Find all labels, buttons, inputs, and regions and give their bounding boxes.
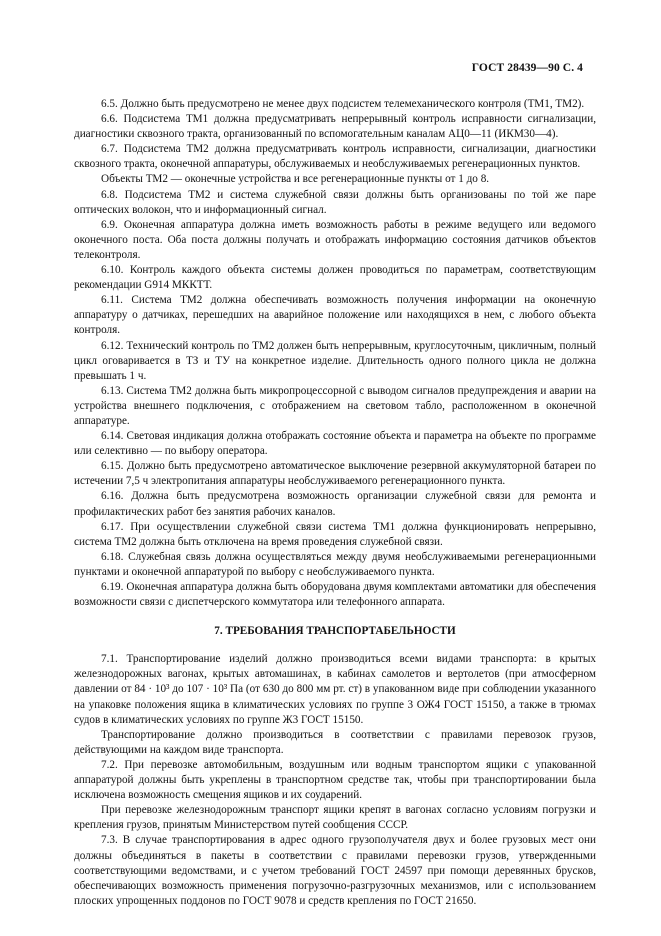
paragraph-transport-rules: Транспортирование должно производиться в соответствии с правилами перевозок грузов, действующими на каждом виде транспорта. [74, 728, 596, 756]
paragraph-6-9: 6.9. Оконечная аппаратура должна иметь возможность работы в режиме ведущего или ведомого оконечного поста. Оба поста должны получать и отображать информацию состояния датчиков объектов телеконтроля. [74, 218, 596, 261]
paragraph-6-6: 6.6. Подсистема ТМ1 должна предусматривать непрерывный контроль исправности сигнализации, диагностики сквозного тракта, организованный по вспомогательным каналам АЦ0—11 (ИКМ30—4). [74, 113, 596, 141]
paragraph-6-14: 6.14. Световая индикация должна отображать состояние объекта и параметра на объекте по программе или селективно — по выбору оператора. [74, 430, 596, 458]
paragraph-6-16: 6.16. Должна быть предусмотрена возможность организации служебной связи для ремонта и профилактических работ без занятия рабочих каналов. [74, 490, 596, 518]
paragraph-6-11: 6.11. Система ТМ2 должна обеспечивать возможность получения информации на оконечную аппаратуру о датчиках, перешедших на аварийное положение или находящихся в нем, с любого объекта контроля. [74, 294, 596, 337]
paragraph-railway: При перевозке железнодорожным транспорт ящики крепят в вагонах согласно условиям погрузки и крепления грузов, принятым Министерством путей сообщения СССР. [74, 804, 596, 832]
paragraph-objects-tm2: Объекты ТМ2 — оконечные устройства и все регенерационные пункты от 1 до 8. [101, 173, 490, 186]
document-body [74, 97, 596, 909]
paragraph-6-18: 6.18. Служебная связь должна осуществляться между двумя необслуживаемыми регенерационными пунктами и оконечной аппаратурой по выбору с необслуживаемого пункта. [74, 550, 596, 578]
paragraph-6-10: 6.10. Контроль каждого объекта системы должен проводиться по параметрам, соответствующим рекомендации G914 МККТТ. [74, 264, 596, 292]
section-title: 7. ТРЕБОВАНИЯ ТРАНСПОРТАБЕЛЬНОСТИ [214, 625, 456, 638]
paragraph-7-2: 7.2. При перевозке автомобильным, воздушным или водным транспортом ящики с упакованной аппаратурой должны быть укреплены в транспортном средстве так, чтобы при транспортировании была исключена возможность смещения ящиков и их соударений. [74, 758, 596, 802]
paragraph-6-7: 6.7. Подсистема ТМ2 должна предусматривать контроль исправности, сигнализации, диагностики сквозного тракта, оконечной аппаратуры, обслуживаемых и необслуживаемых регенерационных пунктов. [74, 143, 596, 171]
paragraph-6-13: 6.13. Система ТМ2 должна быть микропроцессорной с выводом сигналов предупреждения и аварии на устройства внешнего подключения, с отображением на световом табло, расположенном в оконечной аппаратуре. [74, 384, 596, 427]
paragraph-7-3: 7.3. В случае транспортирования в адрес одного грузополучателя двух и более грузовых мест они должны объединяться в пакеты в соответствии с правилами перевозки грузов, утвержденными соответствующими ведомствами, и с учетом требований ГОСТ 24597 при помощи деревянных брусков, обеспечивающих возможность применения погрузочно-разгрузочных механизмов, или с использованием плоских упрощенных поддонов по ГОСТ 9078 и средств крепления по ГОСТ 21650. [74, 834, 596, 907]
paragraph-6-8: 6.8. Подсистема ТМ2 и система служебной связи должны быть организованы по той же паре оптических волокон, что и информационный сигнал. [74, 188, 596, 216]
paragraph-7-1: 7.1. Транспортирование изделий должно производиться всеми видами транспорта: в крытых железнодорожных вагонах, крытых автомашинах, в кабинах самолетов и вертолетов (при атмосферном давлении от 84 · 10³ до 107 · 10³ Па (от 630 до 800 мм рт. ст) в упакованном виде при соблюдении указанного на упаковке положения ящика в климатических условиях по группе 3 ОЖ4 ГОСТ 15150, а также в трюмах судов в климатических условиях по группе Ж3 ГОСТ 15150. [74, 653, 596, 726]
paragraph-6-15: 6.15. Должно быть предусмотрено автоматическое выключение резервной аккумуляторной батареи по истечении 7,5 ч электропитания аппаратуры необслуживаемого регенерационного пункта. [74, 460, 596, 488]
paragraph-6-5: 6.5. Должно быть предусмотрено не менее двух подсистем телемеханического контроля (ТМ1, ТМ2). [101, 98, 585, 110]
paragraph-6-12: 6.12. Технический контроль по ТМ2 должен быть непрерывным, круглосуточным, цикличным, полный цикл оговаривается в ТЗ и ТУ на конкретное изделие. Длительность одного полного цикла не должна превышать 1 ч. [74, 339, 596, 382]
paragraph-6-19: 6.19. Оконечная аппаратура должна быть оборудована двумя комплектами автоматики для обеспечения возможности связи с диспетчерского коммутатора или телефонного аппарата. [74, 581, 596, 609]
page-header: ГОСТ 28439—90 С. 4 [471, 62, 583, 74]
paragraph-6-17: 6.17. При осуществлении служебной связи система ТМ1 должна функционировать непрерывно, система ТМ2 должна быть отключена на время проведения служебной связи. [74, 520, 596, 548]
